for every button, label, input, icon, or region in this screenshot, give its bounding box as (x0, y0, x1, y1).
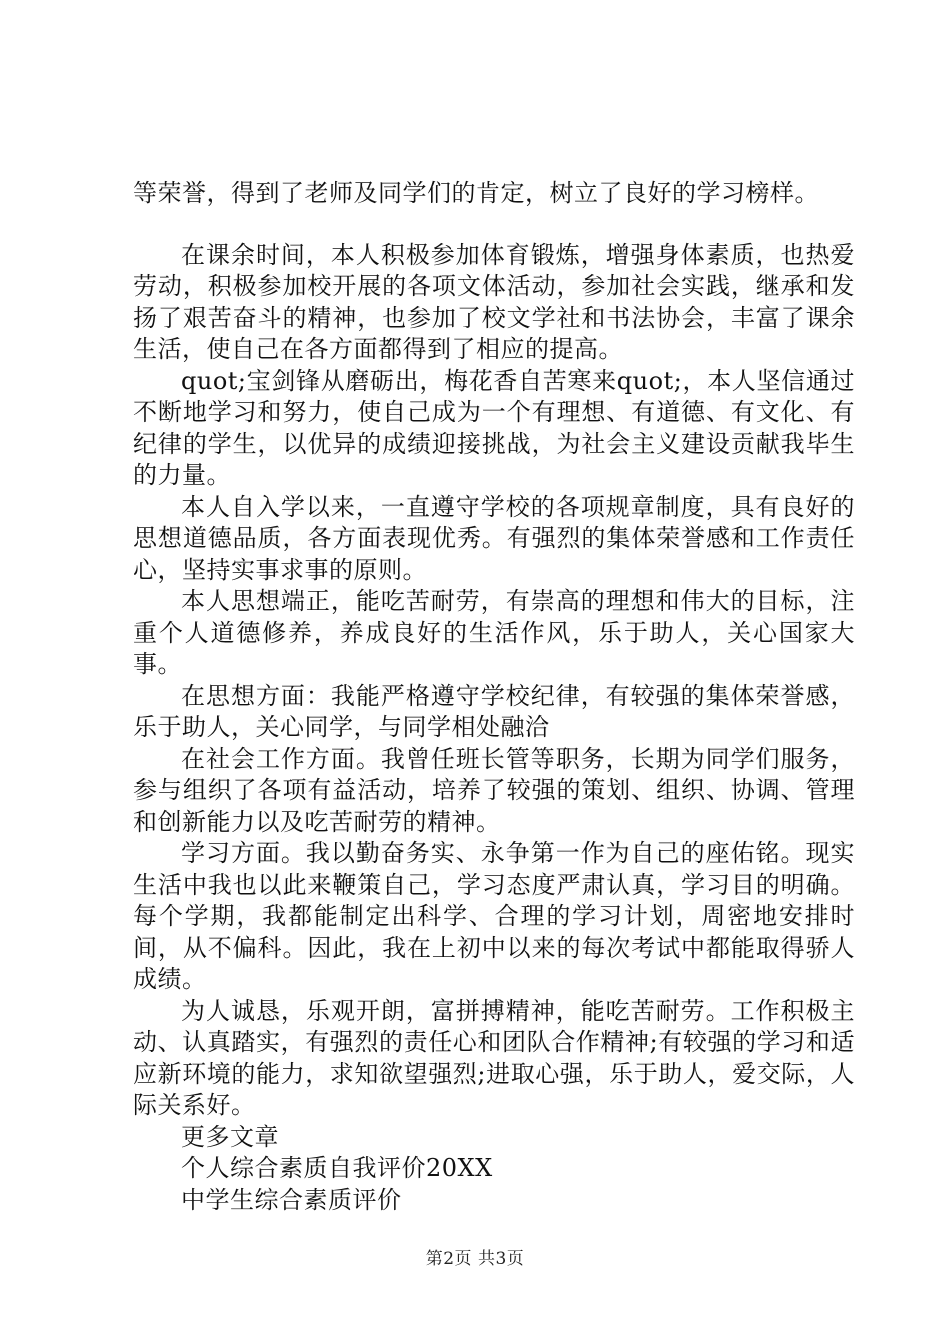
paragraph-study: 学习方面。我以勤奋务实、永争第一作为自己的座佑铭。现实生活中我也以此来鞭策自己，学习态度严肃认真，学习目的明确。每个学期，我都能制定出科学、合理的学习计划，周密地安排时间，从不偏科。因此，我在上初中以来的每次考试中都能取得骄人成绩。 (133, 839, 855, 993)
more-articles-section (133, 1122, 855, 1217)
page-number-footer: 第2页 共3页 (425, 1249, 525, 1269)
more-article-link[interactable]: 个人综合素质自我评价20XX (181, 1154, 493, 1182)
more-articles-heading: 更多文章 (181, 1122, 279, 1151)
paragraph-social-work: 在社会工作方面。我曾任班长管等职务，长期为同学们服务，参与组织了各项有益活动，培养了较强的策划、组织、协调、管理和创新能力以及吃苦耐劳的精神。 (133, 744, 855, 836)
paragraph-continuation: 等荣誉，得到了老师及同学们的肯定，树立了良好的学习榜样。 (133, 179, 819, 207)
more-article-link[interactable]: 中学生综合素质评价 (181, 1185, 402, 1214)
paragraph-after-school: 在课余时间，本人积极参加体育锻炼，增强身体素质，也热爱劳动，积极参加校开展的各项文体活动，参加社会实践，继承和发扬了艰苦奋斗的精神，也参加了校文学社和书法协会，丰富了课余生活，使自己在各方面都得到了相应的提高。 (133, 240, 855, 363)
paragraph-personality: 为人诚恳，乐观开朗，富拼搏精神，能吃苦耐劳。工作积极主动、认真踏实，有强烈的责任心和团队合作精神;有较强的学习和适应新环境的能力，求知欲望强烈;进取心强，乐于助人，爱交际，人际关系好。 (133, 996, 855, 1119)
paragraph-ideology: 本人思想端正，能吃苦耐劳，有崇高的理想和伟大的目标，注重个人道德修养，养成良好的生活作风，乐于助人，关心国家大事。 (133, 587, 855, 678)
paragraph-quote: quot;宝剑锋从磨砺出，梅花香自苦寒来quot;，本人坚信通过不断地学习和努力，使自己成为一个有理想、有道德、有文化、有纪律的学生，以优异的成绩迎接挑战，为社会主义建设贡献我毕生的力量。 (133, 366, 855, 489)
paragraph-thought-aspect: 在思想方面：我能严格遵守学校纪律，有较强的集体荣誉感，乐于助人，关心同学，与同学相处融洽 (133, 681, 855, 741)
document-body (133, 178, 855, 1216)
paragraph-discipline: 本人自入学以来，一直遵守学校的各项规章制度，具有良好的思想道德品质，各方面表现优秀。有强烈的集体荣誉感和工作责任心，坚持实事求事的原则。 (133, 492, 855, 584)
